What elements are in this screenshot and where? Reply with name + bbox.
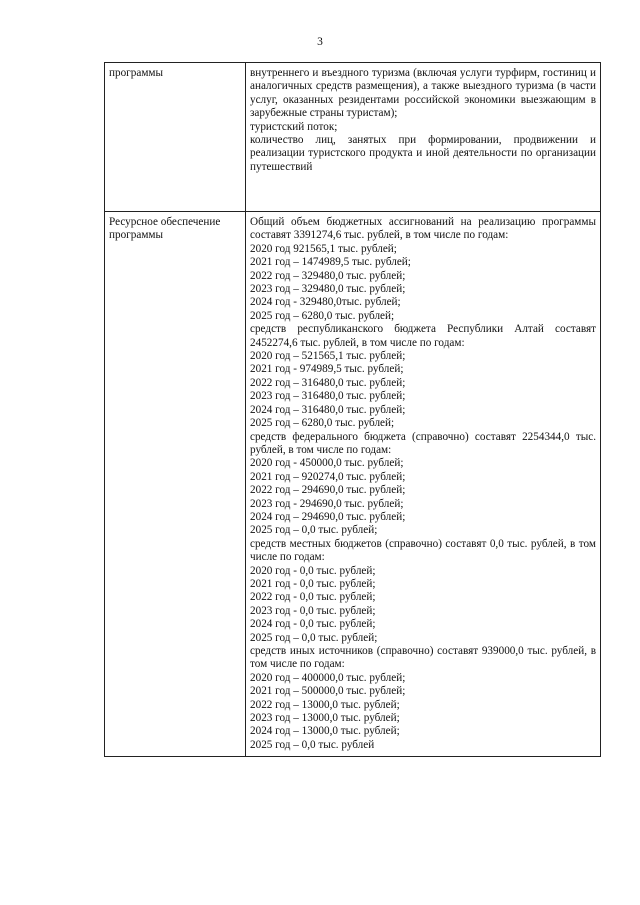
section-intro: Общий объем бюджетных ассигнований на реализацию программы составят 3391274,6 тыс. рублей, в том числе по годам: <box>250 216 596 242</box>
row-content <box>246 212 601 757</box>
year-line: 2025 год – 6280,0 тыс. рублей; <box>250 309 395 322</box>
year-line: 2021 год – 1474989,5 тыс. рублей; <box>250 256 411 269</box>
year-line: 2023 год – 316480,0 тыс. рублей; <box>250 390 406 403</box>
year-line: 2024 год – 13000,0 тыс. рублей; <box>250 725 400 738</box>
page-number: 3 <box>317 36 323 48</box>
row-label: программы <box>105 63 246 212</box>
row-content <box>246 63 601 212</box>
table-row <box>105 212 601 757</box>
passport-table <box>104 62 601 757</box>
year-line: 2020 год - 0,0 тыс. рублей; <box>250 564 376 577</box>
year-line: 2022 год – 329480,0 тыс. рублей; <box>250 269 406 282</box>
year-line: 2025 год – 6280,0 тыс. рублей; <box>250 417 395 430</box>
year-line: 2020 год – 521565,1 тыс. рублей; <box>250 350 406 363</box>
year-line: 2021 год - 0,0 тыс. рублей; <box>250 577 376 590</box>
year-line: 2022 год - 0,0 тыс. рублей; <box>250 591 376 604</box>
year-line: 2020 год 921565,1 тыс. рублей; <box>250 242 397 255</box>
year-line: 2023 год - 294690,0 тыс. рублей; <box>250 497 404 510</box>
row-label: Ресурсное обеспечение программы <box>105 212 246 757</box>
year-line: 2022 год – 316480,0 тыс. рублей; <box>250 376 406 389</box>
section-intro: средств иных источников (справочно) составят 939000,0 тыс. рублей, в том числе по годам: <box>250 645 596 671</box>
table-row <box>105 63 601 212</box>
year-line: 2022 год – 294690,0 тыс. рублей; <box>250 484 406 497</box>
year-line: 2024 год - 329480,0тыс. рублей; <box>250 296 401 309</box>
year-line: 2023 год - 0,0 тыс. рублей; <box>250 604 376 617</box>
year-line: 2021 год – 500000,0 тыс. рублей; <box>250 685 406 698</box>
year-line: 2022 год – 13000,0 тыс. рублей; <box>250 698 400 711</box>
year-line: 2021 год - 974989,5 тыс. рублей; <box>250 363 404 376</box>
year-line: 2023 год – 329480,0 тыс. рублей; <box>250 283 406 296</box>
year-line: 2023 год – 13000,0 тыс. рублей; <box>250 712 400 725</box>
year-line: 2024 год - 0,0 тыс. рублей; <box>250 618 376 631</box>
section-intro: средств республиканского бюджета Республики Алтай составят 2452274,6 тыс. рублей, в том числе по годам: <box>250 323 596 349</box>
year-line: 2024 год – 294690,0 тыс. рублей; <box>250 510 406 523</box>
year-line: 2025 год – 0,0 тыс. рублей; <box>250 631 378 644</box>
section-intro: средств федерального бюджета (справочно) составят 2254344,0 тыс. рублей, в том числе по годам: <box>250 430 596 456</box>
paragraph: внутреннего и въездного туризма (включая услуги турфирм, гостиниц и аналогичных средств размещения), а также выездного туризма (в части услуг, оказанных резидентами российской экономики выезжающим в зарубежные страны туристам); <box>250 67 596 120</box>
year-line: 2020 год – 400000,0 тыс. рублей; <box>250 671 406 684</box>
year-line: 2024 год – 316480,0 тыс. рублей; <box>250 403 406 416</box>
year-line: 2025 год – 0,0 тыс. рублей; <box>250 524 378 537</box>
section-intro: средств местных бюджетов (справочно) составят 0,0 тыс. рублей, в том числе по годам: <box>250 537 596 564</box>
paragraph: туристский поток; <box>250 120 338 133</box>
year-line: 2025 год – 0,0 тыс. рублей <box>250 738 375 751</box>
paragraph: количество лиц, занятых при формировании, продвижении и реализации туристского продукта и иной деятельности по организации путешествий <box>250 134 596 173</box>
year-line: 2021 год – 920274,0 тыс. рублей; <box>250 470 406 483</box>
year-line: 2020 год - 450000,0 тыс. рублей; <box>250 457 404 470</box>
